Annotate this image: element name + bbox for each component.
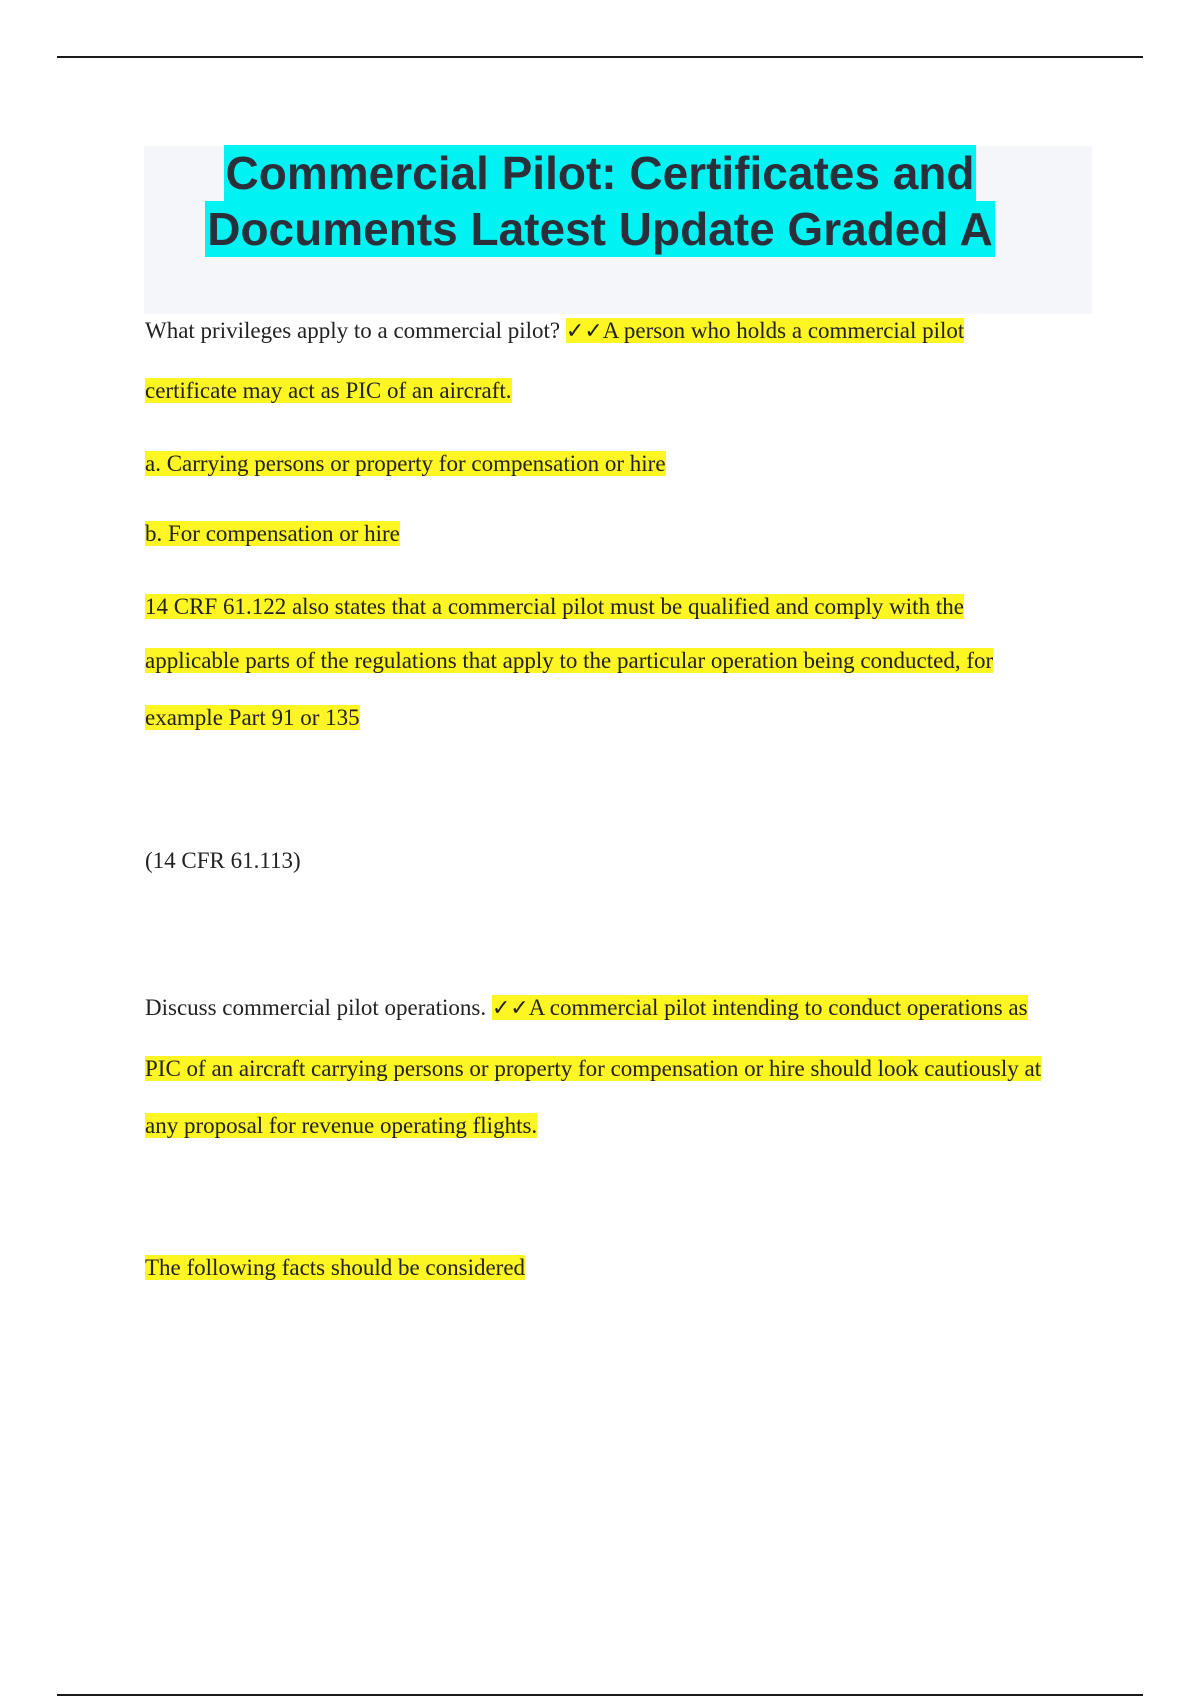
title-line-2: Documents Latest Update Graded A	[207, 203, 993, 255]
question-1-answer-start	[566, 318, 964, 343]
question-2-answer-line-3-text: any proposal for revenue operating flights.	[145, 1113, 538, 1138]
following-facts-text: The following facts should be considered	[145, 1255, 526, 1280]
question-1-answer-line-2: certificate may act as PIC of an aircraft.	[145, 378, 512, 403]
list-item-a	[145, 449, 666, 479]
following-facts	[145, 1253, 525, 1283]
question-2-answer-line-2-text: PIC of an aircraft carrying persons or property for compensation or hire should look cautiously at	[145, 1056, 1042, 1081]
question-2-answer-line-1: A commercial pilot intending to conduct operations as	[528, 995, 1028, 1020]
title-line-1: Commercial Pilot: Certificates and	[225, 147, 975, 199]
list-item-a-text: a. Carrying persons or property for compensation or hire	[145, 451, 666, 476]
question-2-answer-start	[492, 995, 1028, 1020]
bottom-rule	[57, 1694, 1143, 1696]
list-item-b	[145, 519, 400, 549]
question-1-answer-continued	[145, 376, 512, 406]
question-2-answer-line-2	[145, 1054, 1041, 1084]
checkmark-icon: ✓✓	[565, 319, 603, 344]
regulation-note-line-1	[145, 592, 964, 622]
question-1-prompt: What privileges apply to a commercial pilot?	[145, 318, 566, 343]
question-1-answer-line-1: A person who holds a commercial pilot	[602, 318, 965, 343]
question-2-answer-line-3	[145, 1111, 537, 1141]
citation: (14 CFR 61.113)	[145, 848, 301, 873]
regulation-note-line-2-text: applicable parts of the regulations that apply to the particular operation being conducted, for	[145, 648, 994, 673]
regulation-note-line-2	[145, 646, 993, 676]
question-1	[145, 316, 964, 347]
question-2	[145, 993, 1028, 1024]
top-rule	[57, 56, 1143, 58]
regulation-note-line-1-text: 14 CRF 61.122 also states that a commercial pilot must be qualified and comply with the	[145, 594, 964, 619]
list-item-b-text: b. For compensation or hire	[145, 521, 400, 546]
question-2-prompt: Discuss commercial pilot operations.	[145, 995, 492, 1020]
checkmark-icon: ✓✓	[491, 996, 529, 1021]
regulation-note-line-3-text: example Part 91 or 135	[145, 705, 360, 730]
regulation-note-line-3	[145, 703, 360, 733]
